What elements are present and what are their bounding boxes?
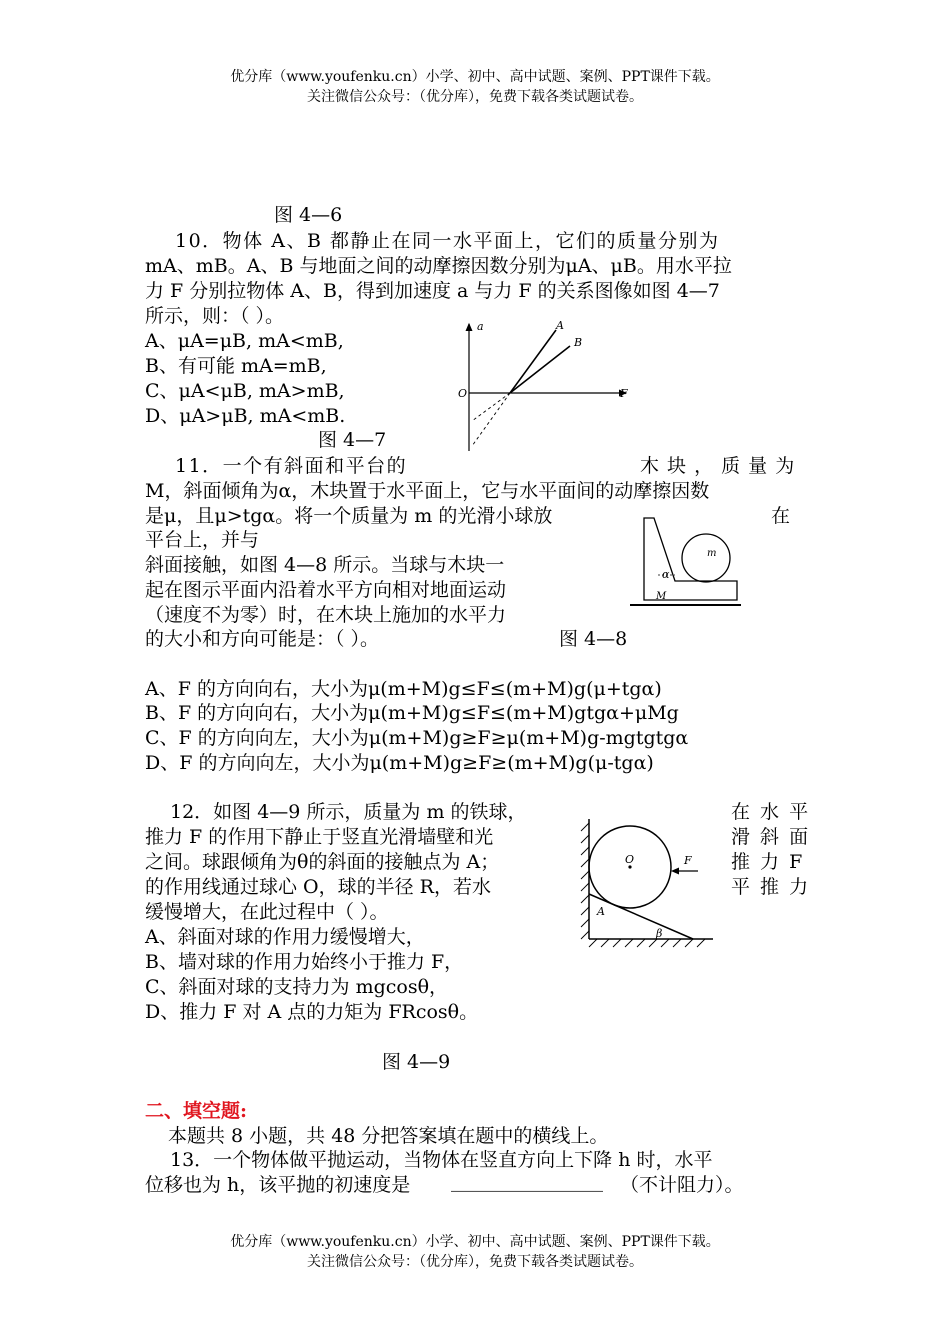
ball-mass-label: m: [707, 548, 717, 559]
slope-angle-label: α: [662, 568, 670, 581]
q11-option-a: A、F 的方向向右，大小为μ(m+M)g≤F≤(m+M)g(μ+tgα): [145, 678, 662, 700]
q12-line-5: 缓慢增大，在此过程中（ ）。: [145, 901, 389, 923]
center-label: O: [625, 853, 635, 866]
fig-4-8-diagram: [628, 515, 743, 615]
q10-line-4: 所示，则：（ ）。: [145, 305, 285, 327]
q11-line-6: 起在图示平面内沿着水平方向相对地面运动: [145, 579, 507, 601]
fig-4-7-caption: 图 4—7: [318, 429, 387, 451]
q12-option-b: B、墙对球的作用力始终小于推力 F，: [145, 951, 464, 973]
contact-point-label: A: [597, 905, 605, 918]
a-axis-label: a: [477, 320, 484, 333]
q12-option-a: A、斜面对球的作用力缓慢增大，: [145, 926, 425, 948]
q12-line-4b: 平 推 力: [731, 876, 811, 898]
q10-option-a: A、μA=μB, mA<mB,: [145, 330, 344, 352]
q12-line-4a: 的作用线通过球心 O，球的半径 R，若水: [145, 876, 491, 898]
line-a-label: A: [556, 319, 564, 332]
q10-line-3: 力 F 分别拉物体 A、B，得到加速度 a 与力 F 的关系图像如图 4—7: [145, 280, 720, 302]
footer-line-2: 关注微信公众号：（优分库），免费下载各类试题试卷。: [307, 1254, 643, 1270]
fig-4-9-diagram: [575, 815, 720, 950]
wooden-block: [644, 518, 737, 600]
fig-4-6-caption: 图 4—6: [274, 204, 343, 226]
q11-line-1b: 木 块 ， 质 量 为: [640, 455, 796, 477]
section-2-intro: 本题共 8 小题，共 48 分把答案填在题中的横线上。: [168, 1125, 609, 1147]
q12-line-3a: 之间。球跟倾角为θ的斜面的接触点为 A；: [145, 851, 500, 873]
q12-line-3b: 推 力 F: [731, 851, 805, 873]
q10-line-1: 10．物体 A、B 都静止在同一水平面上，它们的质量分别为: [175, 230, 720, 252]
origin-label: O: [458, 387, 468, 400]
incline-angle-label: β: [656, 927, 663, 940]
q11-option-c: C、F 的方向向左，大小为μ(m+M)g≥F≥μ(m+M)g-mgtgtgα: [145, 727, 689, 749]
force-label: F: [684, 854, 692, 867]
header-line-1: 优分库（www.youfenku.cn）小学、初中、高中试题、案例、PPT课件下载。: [230, 69, 720, 85]
q11-line-3b: 在: [771, 505, 791, 527]
f-axis-label: F: [620, 387, 628, 400]
q13-line-2b: （不计阻力）。: [620, 1174, 744, 1196]
q12-option-d: D、推力 F 对 A 点的力矩为 FRcosθ。: [145, 1001, 479, 1023]
q11-line-8: 的大小和方向可能是：（ ）。: [145, 628, 380, 650]
section-2-title: 二、填空题:: [145, 1100, 248, 1122]
q10-line-2: mA、mB。A、B 与地面之间的动摩擦因数分别为μA、μB。用水平拉: [145, 255, 732, 277]
q12-option-c: C、斜面对球的支持力为 mgcosθ，: [145, 976, 449, 998]
q11-line-5: 斜面接触，如图 4—8 所示。当球与木块一: [145, 554, 505, 576]
q13-line-2a: 位移也为 h，该平抛的初速度是: [145, 1174, 411, 1196]
fig-4-9-caption: 图 4—9: [382, 1051, 451, 1073]
q13-answer-blank: ________________: [451, 1170, 603, 1192]
wall-hatching: [581, 823, 589, 939]
q11-option-d: D、F 的方向向左，大小为μ(m+M)g≥F≥(m+M)g(μ-tgα): [145, 752, 654, 774]
q12-line-1b: 在 水 平: [731, 801, 811, 823]
q10-option-c: C、μA<μB, mA>mB,: [145, 380, 345, 402]
line-a-extension: [472, 393, 510, 446]
q13-line-1: 13．一个物体做平抛运动，当物体在竖直方向上下降 h 时，水平: [170, 1149, 713, 1171]
q10-option-b: B、有可能 mA=mB,: [145, 355, 327, 377]
fig-4-7-graph: [450, 318, 640, 458]
ball: [682, 534, 730, 582]
q12-line-2a: 推力 F 的作用下静止于竖直光滑墙壁和光: [145, 826, 494, 848]
q12-line-1a: 12．如图 4—9 所示，质量为 m 的铁球，: [170, 801, 527, 823]
footer-line-1: 优分库（www.youfenku.cn）小学、初中、高中试题、案例、PPT课件下载。: [230, 1234, 720, 1250]
q11-line-7: （速度不为零）时，在木块上施加的水平力: [145, 604, 507, 626]
q12-line-2b: 滑 斜 面: [731, 826, 811, 848]
q11-option-b: B、F 的方向向右，大小为μ(m+M)g≤F≤(m+M)gtgα+μMg: [145, 702, 679, 724]
fig-4-8-caption: 图 4—8: [559, 628, 628, 650]
block-mass-label: M: [656, 591, 667, 602]
ground-hatching: [589, 939, 705, 947]
q11-line-4: 平台上，并与: [145, 529, 260, 551]
q11-line-2: M，斜面倾角为α，木块置于水平面上，它与水平面间的动摩擦因数: [145, 480, 710, 502]
push-force-arrowhead: [671, 868, 679, 875]
q10-option-d: D、μA>μB, mA<mB.: [145, 405, 346, 427]
q11-line-1a: 11．一个有斜面和平台的: [175, 455, 408, 477]
line-b-extension: [472, 393, 510, 421]
line-b-label: B: [574, 336, 583, 349]
q11-line-3a: 是μ，且μ>tgα。将一个质量为 m 的光滑小球放: [145, 505, 553, 527]
header-line-2: 关注微信公众号：（优分库），免费下载各类试题试卷。: [307, 89, 643, 105]
